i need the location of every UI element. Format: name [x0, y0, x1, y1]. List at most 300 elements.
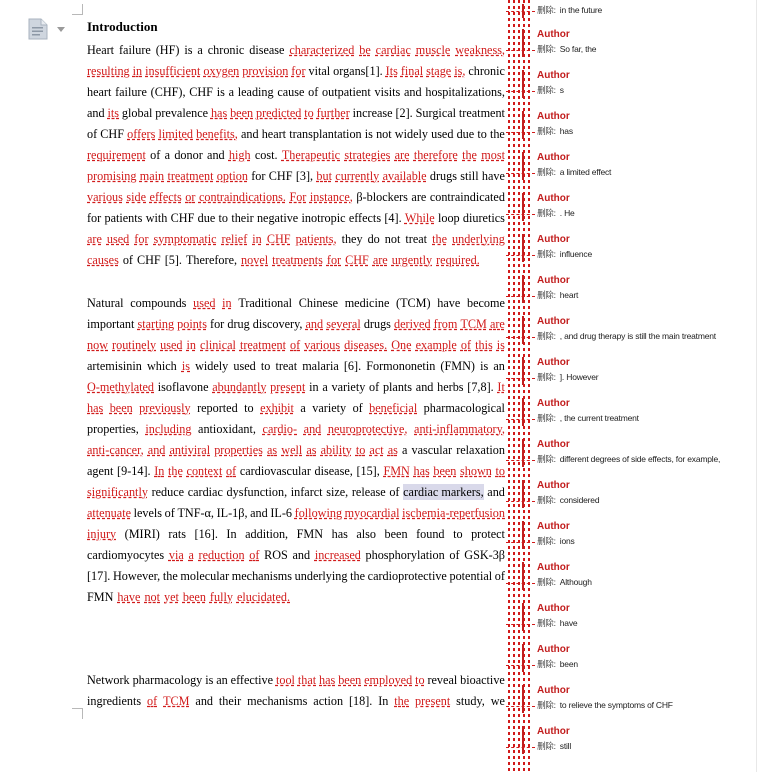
tracked-insertion: of [147, 694, 158, 708]
deleted-text: still [559, 741, 572, 751]
body-word: potential [449, 569, 493, 583]
text-line[interactable] [87, 84, 505, 100]
comment-author: Author [537, 480, 570, 491]
tracked-insertion: is, [454, 64, 466, 78]
text-line[interactable] [87, 316, 505, 332]
tracked-insertion: CHF [345, 253, 369, 267]
body-word: treat [275, 359, 298, 373]
deletion-label: 删除: [537, 208, 556, 218]
tracked-insertion: been [433, 464, 457, 478]
tracked-insertion: therefore [413, 148, 458, 162]
tracked-insertion: various [304, 338, 341, 352]
comment-deletion-text [537, 166, 747, 180]
tracked-insertion: various [87, 190, 123, 204]
tracked-insertion: reduction [198, 548, 245, 562]
tracked-insertion: derived [394, 317, 431, 331]
tracked-insertion: injury [87, 527, 117, 541]
comment-balloon[interactable] [537, 480, 747, 508]
text-line[interactable] [87, 42, 505, 58]
comment-author: Author [537, 726, 570, 737]
deleted-text: , and drug therapy is still the main treatment [559, 331, 716, 341]
tracked-insertion: and [303, 422, 322, 436]
tracked-insertion: Therapeutic [281, 148, 341, 162]
comment-deletion-text [537, 330, 747, 344]
deleted-text: different degrees of side effects, for example, [559, 454, 721, 464]
body-word: vital [308, 64, 331, 78]
body-word: Chinese [298, 296, 338, 310]
comment-balloon[interactable] [537, 70, 747, 98]
comment-deletion-text [537, 658, 747, 672]
comment-balloon[interactable] [537, 234, 747, 262]
revision-margin-stripe [513, 0, 515, 772]
comment-balloon[interactable] [537, 152, 747, 180]
tracked-insertion: now [87, 338, 108, 352]
comment-balloon[interactable] [537, 275, 747, 303]
text-line[interactable] [87, 589, 505, 605]
body-word: and [87, 106, 105, 120]
tracked-insertion: offers [127, 127, 156, 141]
comment-balloon[interactable] [537, 4, 747, 18]
text-line[interactable] [87, 672, 505, 688]
tracked-insertion: effects [149, 190, 182, 204]
body-word: are [411, 190, 427, 204]
tracked-insertion: of [249, 548, 260, 562]
body-word: FMN [296, 527, 324, 541]
text-line[interactable] [87, 505, 505, 521]
deleted-text: a limited effect [559, 167, 612, 177]
deletion-label: 删除: [537, 5, 556, 15]
body-word: still [460, 169, 479, 183]
tracked-insertion: weakness, [455, 43, 505, 57]
body-word: important [87, 317, 135, 331]
deletion-label: 删除: [537, 44, 556, 54]
comment-balloon[interactable] [537, 29, 747, 57]
comment-balloon[interactable] [537, 111, 747, 139]
body-word: have [437, 296, 461, 310]
chevron-down-icon[interactable] [57, 27, 65, 32]
text-line[interactable] [87, 295, 505, 311]
body-word: pharmacological [423, 401, 505, 415]
comment-deletion-text [537, 740, 747, 754]
margin-mark-bottom-left [72, 708, 83, 719]
comment-deletion-text [537, 248, 747, 262]
comment-balloon[interactable] [537, 562, 747, 590]
tracked-insertion: anti-cancer, [87, 443, 144, 457]
text-line[interactable] [87, 400, 505, 416]
deletion-label: 删除: [537, 741, 556, 751]
tracked-insertion: in [252, 232, 262, 246]
comment-marker [522, 603, 524, 631]
tracked-insertion: required. [436, 253, 480, 267]
comment-marker [522, 685, 524, 713]
deleted-text: influence [559, 249, 592, 259]
tracked-insertion: has [413, 464, 430, 478]
comment-balloon[interactable] [537, 726, 747, 754]
tracked-insertion: instance, [309, 190, 353, 204]
body-word: used [431, 127, 454, 141]
comment-deletion-text [537, 125, 747, 139]
body-word: of [494, 569, 505, 583]
comment-marker [522, 480, 524, 508]
body-word: patients [104, 211, 143, 225]
deleted-text: heart [559, 290, 579, 300]
comment-deletion-text [537, 412, 747, 426]
tracked-insertion: muscle [415, 43, 451, 57]
body-word: cardiomyocytes [87, 548, 165, 562]
tracked-insertion: and [305, 317, 324, 331]
tracked-insertion: has [319, 673, 336, 687]
comment-balloon[interactable] [537, 439, 747, 467]
comment-marker [522, 357, 524, 385]
text-line[interactable] [87, 126, 505, 142]
comment-deletion-text [537, 453, 747, 467]
tracked-insertion: oxygen [203, 64, 240, 78]
text-line[interactable] [87, 484, 505, 500]
body-word: Heart [87, 43, 115, 57]
comment-marker [522, 726, 524, 754]
body-word: agent [87, 464, 114, 478]
body-word: relaxation [456, 443, 505, 457]
tracked-insertion: to [495, 464, 505, 478]
body-word: Traditional [238, 296, 293, 310]
tracked-insertion: properties [214, 443, 263, 457]
body-word: drug [227, 317, 250, 331]
comment-marker [522, 439, 524, 467]
text-line[interactable] [87, 693, 505, 709]
body-word: plants [382, 380, 413, 394]
body-word: (FMN) [440, 359, 475, 373]
body-word: chronic [468, 64, 505, 78]
body-word: an [216, 673, 228, 687]
body-word: the [350, 569, 366, 583]
comment-balloon[interactable] [537, 644, 747, 672]
body-word: of [389, 485, 400, 499]
comment-marker [522, 521, 524, 549]
body-word: and [195, 694, 214, 708]
deletion-label: 删除: [537, 659, 556, 669]
deleted-text: been [559, 659, 578, 669]
tracked-insertion: starting [137, 317, 175, 331]
tracked-insertion: TCM [460, 317, 487, 331]
body-word: a [300, 401, 306, 415]
body-word: they [341, 232, 363, 246]
document-page[interactable] [87, 0, 505, 772]
tracked-insertion: ability [320, 443, 352, 457]
tracked-insertion: further [316, 106, 350, 120]
tracked-insertion: the [168, 464, 183, 478]
body-word: [5]. [164, 253, 182, 267]
tracked-insertion: treatment [239, 338, 286, 352]
comment-deletion-text [537, 207, 747, 221]
deleted-text: has [559, 126, 573, 136]
comment-balloon[interactable] [537, 398, 747, 426]
comment-marker [522, 193, 524, 221]
body-word: cardioprotective [367, 569, 447, 583]
comment-marker [522, 316, 524, 344]
tracked-insertion: are [394, 148, 410, 162]
body-word: visits [374, 85, 401, 99]
body-word: and [207, 148, 225, 162]
comment-author: Author [537, 111, 570, 122]
tracked-insertion: has [210, 106, 228, 120]
comment-connector [506, 583, 535, 584]
body-word: ingredients [87, 694, 142, 708]
body-word: CHF [170, 211, 195, 225]
body-word: cost. [254, 148, 278, 162]
deleted-text: s [559, 85, 564, 95]
body-word: of [122, 253, 133, 267]
text-line[interactable] [87, 210, 505, 226]
tracked-insertion: points [177, 317, 207, 331]
tracked-insertion: tool [275, 673, 295, 687]
tracked-insertion: is [181, 359, 190, 373]
body-word: global [121, 106, 153, 120]
comment-deletion-text [537, 535, 747, 549]
tracked-insertion: previously [139, 401, 191, 415]
body-word: hospitalizations, [425, 85, 505, 99]
tracked-insertion: used [193, 296, 216, 310]
comment-author: Author [537, 644, 570, 655]
body-word: Therefore, [185, 253, 238, 267]
tracked-insertion: limited [158, 127, 194, 141]
tracked-insertion: treatment [167, 169, 214, 183]
deleted-text: So far, the [559, 44, 597, 54]
tracked-insertion: beneficial [369, 401, 418, 415]
tracked-insertion: main [139, 169, 165, 183]
body-word: molecular [180, 569, 230, 583]
tracked-insertion: in [132, 64, 143, 78]
comment-balloon[interactable] [537, 316, 747, 344]
comment-author: Author [537, 603, 570, 614]
tracked-insertion: anti-inflammatory, [414, 422, 505, 436]
deleted-text: . He [559, 208, 575, 218]
body-word: [15], [356, 464, 380, 478]
body-word: inotropic [301, 211, 346, 225]
text-line[interactable] [87, 526, 505, 542]
deleted-text: considered [559, 495, 600, 505]
comment-author: Author [537, 70, 570, 81]
tracked-insertion: are [489, 317, 505, 331]
text-line[interactable] [87, 358, 505, 374]
tracked-insertion: used [106, 232, 130, 246]
text-line[interactable] [87, 547, 505, 563]
text-line[interactable] [87, 442, 505, 458]
text-line[interactable] [87, 231, 505, 247]
tracked-insertion: in [222, 296, 232, 310]
tracked-insertion: FMN [383, 464, 410, 478]
body-word: and [240, 127, 259, 141]
tracked-insertion: is [496, 338, 505, 352]
body-word: is [480, 359, 489, 373]
deleted-text: Although [559, 577, 592, 587]
comment-marker [522, 152, 524, 180]
tracked-insertion: antiviral [169, 443, 211, 457]
tracked-insertion: be [359, 43, 371, 57]
comment-deletion-text [537, 84, 747, 98]
tracked-insertion: causes [87, 253, 119, 267]
text-line[interactable] [87, 105, 505, 121]
comment-balloon[interactable] [537, 357, 747, 385]
tracked-insertion: used [160, 338, 183, 352]
tracked-insertion: in [186, 338, 196, 352]
body-word: a [197, 43, 203, 57]
body-word: we [490, 694, 505, 708]
comment-deletion-text [537, 4, 747, 18]
body-word: not [384, 232, 401, 246]
body-word: CHF [136, 253, 161, 267]
body-word: [6]. [343, 359, 362, 373]
body-word: [9-14]. [117, 464, 151, 478]
tracked-insertion: act [369, 443, 384, 457]
body-word: to [244, 401, 254, 415]
body-word: CHF [268, 169, 293, 183]
tracked-insertion: present [415, 694, 451, 708]
tracked-insertion: of [460, 338, 472, 352]
body-word: a [164, 148, 171, 162]
tracked-insertion: been [182, 590, 206, 604]
tracked-insertion: to [415, 673, 425, 687]
body-word: increase [352, 106, 393, 120]
tracked-insertion: symptomatic [153, 232, 217, 246]
body-word: of [308, 85, 319, 99]
body-word: disease [249, 43, 285, 57]
text-line[interactable] [87, 252, 505, 268]
tracked-insertion: underlying [452, 232, 505, 246]
comment-balloon[interactable] [537, 603, 747, 631]
tracked-insertion: novel [241, 253, 269, 267]
comment-marker [522, 275, 524, 303]
comment-balloon[interactable] [537, 193, 747, 221]
body-word: [3], [295, 169, 314, 183]
text-line[interactable] [87, 63, 505, 79]
text-line[interactable] [87, 421, 505, 437]
tracked-insertion: TCM [163, 694, 190, 708]
comment-deletion-text [537, 576, 747, 590]
body-word: outpatient [322, 85, 371, 99]
body-word: Formononetin [366, 359, 436, 373]
body-word: IL-6 [270, 506, 293, 520]
tracked-insertion: this [475, 338, 493, 352]
revision-margin-stripe [528, 0, 530, 772]
text-line[interactable] [87, 463, 505, 479]
text-line[interactable] [87, 337, 505, 353]
body-word: [7,8]. [467, 380, 494, 394]
tracked-insertion: relief [221, 232, 248, 246]
tracked-insertion: of [290, 338, 301, 352]
deletion-label: 删除: [537, 290, 556, 300]
comment-marker [522, 70, 524, 98]
body-word: mechanisms [231, 569, 293, 583]
comment-connector [506, 460, 535, 461]
body-word: β-blockers [356, 190, 408, 204]
comment-connector [506, 11, 535, 12]
text-line[interactable] [87, 168, 505, 184]
document-icon[interactable] [28, 18, 48, 40]
tracked-insertion: from [433, 317, 458, 331]
body-word: pharmacology [132, 673, 203, 687]
tracked-insertion: routinely [112, 338, 157, 352]
tracked-insertion: employed [364, 673, 413, 687]
comment-deletion-text [537, 494, 747, 508]
tracked-insertion: final [400, 64, 424, 78]
body-word: for [87, 211, 102, 225]
tracked-insertion: elucidated. [236, 590, 291, 604]
body-word: heart [87, 85, 112, 99]
tracked-insertion: to [355, 443, 366, 457]
comment-balloon[interactable] [537, 521, 747, 549]
tracked-insertion: example [415, 338, 457, 352]
deletion-label: 删除: [537, 126, 556, 136]
deletion-label: 删除: [537, 413, 556, 423]
body-word: variety [312, 401, 347, 415]
tracked-insertion: option [216, 169, 248, 183]
comment-connector [506, 132, 535, 133]
tracked-insertion: While [404, 211, 435, 225]
body-word: the [489, 127, 505, 141]
tracked-insertion: for [291, 64, 306, 78]
body-word: CHF [189, 85, 213, 99]
tracked-insertion: high [228, 148, 251, 162]
body-word: diuretics [462, 211, 505, 225]
body-word: However, [113, 569, 161, 583]
body-word: has [331, 527, 348, 541]
tracked-insertion: cardiac [375, 43, 411, 57]
body-word: of [150, 148, 161, 162]
text-line[interactable] [87, 568, 505, 584]
body-word: rats [168, 527, 186, 541]
body-word: to [218, 211, 229, 225]
tracked-insertion: a [188, 548, 194, 562]
comment-author: Author [537, 152, 570, 163]
tracked-insertion: most [481, 148, 505, 162]
tracked-insertion: been [230, 106, 254, 120]
body-word: is [205, 673, 214, 687]
comment-marker [522, 111, 524, 139]
comment-marker [522, 644, 524, 672]
comment-balloon[interactable] [537, 685, 747, 713]
text-line[interactable] [87, 379, 505, 395]
tracked-insertion: as [387, 443, 398, 457]
body-word: and [404, 85, 422, 99]
body-word: treatment [458, 106, 505, 120]
comment-connector [506, 255, 535, 256]
tracked-insertion: currently [335, 169, 380, 183]
body-word: Network [87, 673, 130, 687]
comment-connector [506, 624, 535, 625]
deletion-label: 删除: [537, 454, 556, 464]
comment-author: Author [537, 234, 570, 245]
tracked-insertion: characterized [289, 43, 355, 57]
tracked-insertion: been [338, 673, 362, 687]
tracked-insertion: treatments [272, 253, 323, 267]
comment-author: Author [537, 398, 570, 409]
text-line[interactable] [87, 147, 505, 163]
body-word: the [162, 569, 178, 583]
comment-connector [506, 91, 535, 92]
body-word: drugs [429, 169, 457, 183]
body-word: underlying [294, 569, 348, 583]
deletion-label: 删除: [537, 700, 556, 710]
tracked-insertion: side [126, 190, 147, 204]
body-word: effects [348, 211, 382, 225]
comment-connector [506, 337, 535, 338]
tracked-insertion: One [391, 338, 412, 352]
body-word: been [384, 527, 408, 541]
body-word: their [218, 694, 242, 708]
body-word: leading [237, 85, 274, 99]
text-line[interactable] [87, 189, 505, 205]
comment-author: Author [537, 316, 570, 327]
